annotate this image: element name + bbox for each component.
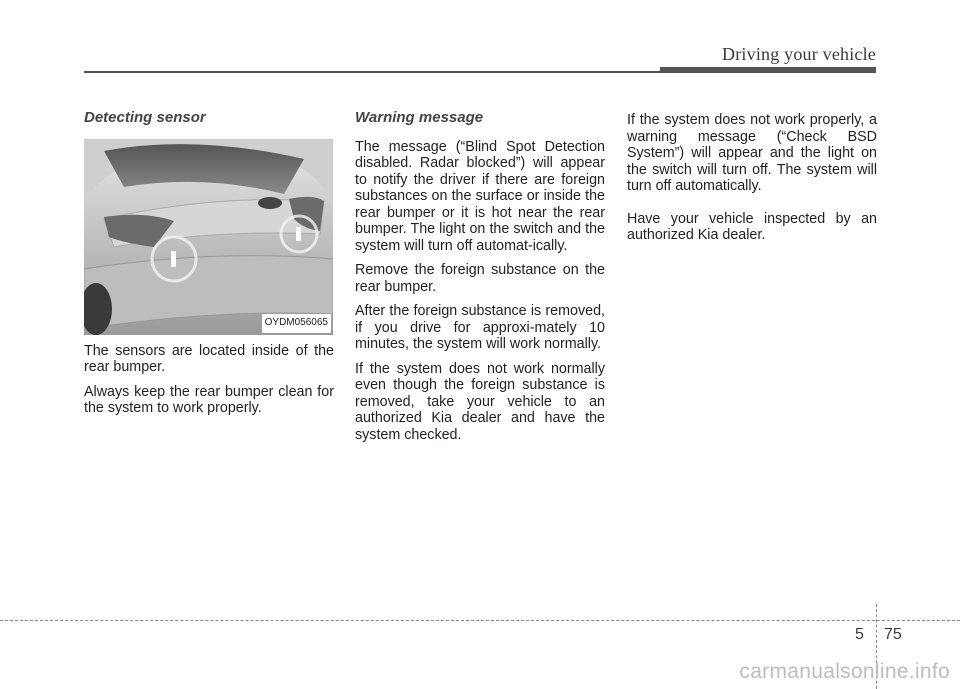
paragraph: The sensors are located inside of the rear bumper.	[84, 342, 334, 375]
sensor-marker-left	[171, 251, 176, 267]
paragraph: After the foreign substance is removed, if you drive for approxi-mately 10 minutes, the system will work normally.	[355, 303, 605, 352]
header-title: Driving your vehicle	[722, 44, 876, 64]
column-system-failure	[627, 112, 877, 252]
header-rule	[84, 71, 660, 73]
paragraph: The message (“Blind Spot Detection disabled. Radar blocked”) will appear to notify the driver if there are foreign substances on the surface or inside the rear bumper or it is hot near the rear bumper. The light on the switch and the system will turn off automat-ically.	[355, 138, 605, 254]
car-rear-illustration	[84, 139, 333, 335]
paragraph: Always keep the rear bumper clean for the system to work properly.	[84, 383, 334, 416]
section-heading: Warning message	[355, 109, 484, 126]
chapter-number: 5	[855, 626, 864, 643]
header-rule-accent	[660, 67, 876, 73]
column-detecting-sensor	[84, 110, 334, 425]
figure-code: OYDM056065	[262, 314, 331, 333]
paragraph: Have your vehicle inspected by an authorized Kia dealer.	[627, 210, 877, 243]
sensor-marker-right	[296, 227, 301, 241]
kia-logo	[258, 197, 282, 209]
footer-rule	[0, 620, 960, 621]
rear-bumper-figure	[84, 139, 333, 335]
paragraph: If the system does not work normally even though the foreign substance is removed, take your vehicle to an authorized Kia dealer and have the system checked.	[355, 360, 605, 443]
page-number: 75	[884, 626, 902, 643]
watermark: carmanualsonline.info	[739, 660, 950, 683]
section-heading: Detecting sensor	[84, 109, 206, 126]
paragraph: Remove the foreign substance on the rear bumper.	[355, 262, 605, 295]
column-warning-message	[355, 110, 605, 451]
paragraph: If the system does not work properly, a warning message (“Check BSD System”) will appear and the light on the switch will turn off. The system will turn off automatically.	[627, 112, 877, 194]
